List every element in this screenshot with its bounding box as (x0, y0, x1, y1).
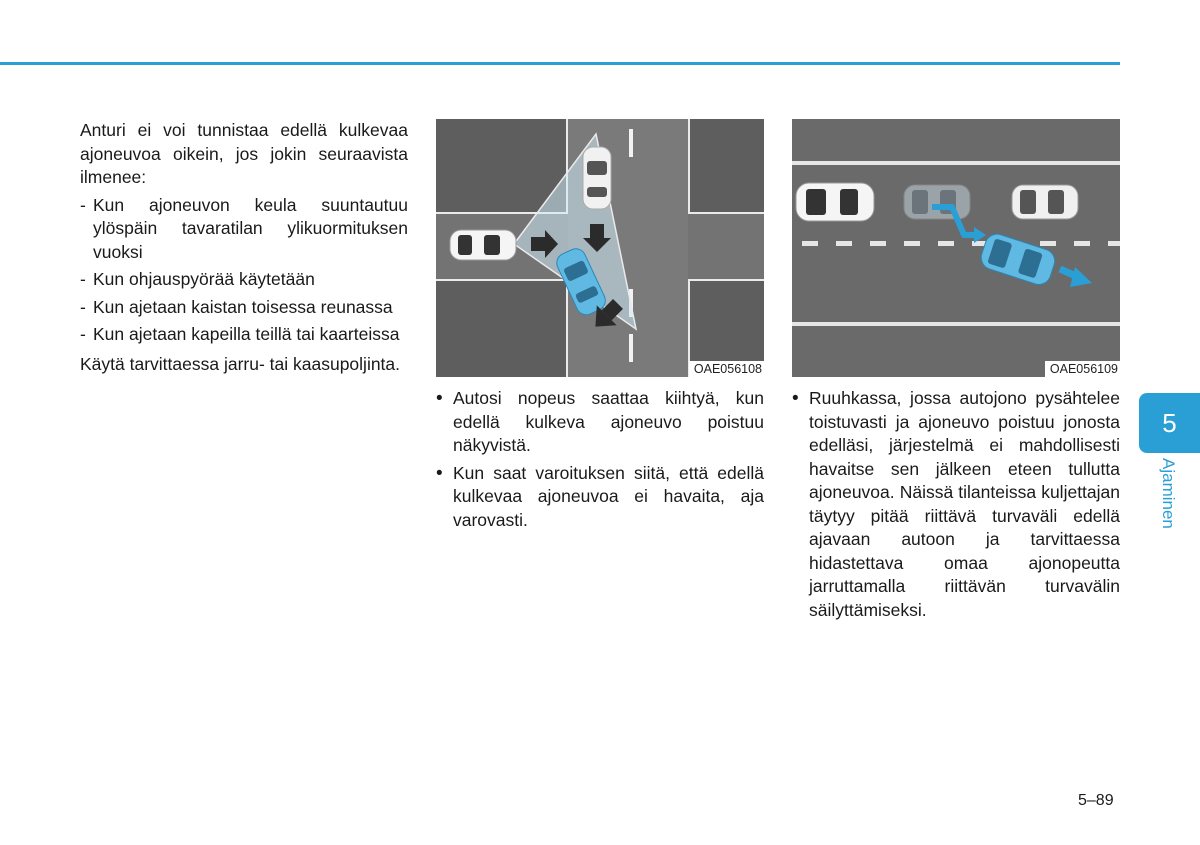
bullet-item: • Autosi nopeus saattaa kiihtyä, kun edellä kulkeva ajoneuvo poistuu näkyvistä. (436, 387, 764, 458)
traffic-jam-illustration (792, 119, 1120, 377)
text-column-1 (80, 119, 408, 376)
bullet-item: • Kun saat varoituksen siitä, että edellä kulkevaa ajoneuvoa ei havaita, aja varovasti. (436, 462, 764, 533)
condition-item: - Kun ajoneuvon keula suuntautuu ylöspäin tavaratilan ylikuormituksen vuoksi (80, 194, 408, 265)
bullet-list (792, 387, 1120, 622)
text-column-2 (436, 119, 764, 536)
chapter-number-tab: 5 (1139, 393, 1200, 453)
bullet-list (436, 387, 764, 532)
figure-intersection (436, 119, 764, 377)
advice-paragraph: Käytä tarvittaessa jarru- tai kaasupoljinta. (80, 353, 401, 374)
condition-item: - Kun ajetaan kaistan toisessa reunassa (80, 296, 408, 320)
page-number: 5–89 (1078, 792, 1114, 809)
header-rule (0, 62, 1120, 65)
text-column-3 (792, 119, 1120, 626)
condition-list (80, 194, 408, 347)
figure-code: OAE056109 (1045, 361, 1120, 377)
figure-code: OAE056108 (689, 361, 764, 377)
bullet-item: • Ruuhkassa, jossa autojono pysähtelee toistuvasti ja ajoneuvo poistuu jonosta edelläsi, järjestelmä ei mahdollisesti havaitse sen jälkeen eteen tullutta ajoneuvoa. Näissä tilanteissa kuljettajan täytyy pitää riittävä turvaväli edellä ajavaan autoon ja tarvittaessa hidastettava omaa ajonopeutta jarruttamalla riittävän turvavälin säilyttämiseksi. (792, 387, 1120, 622)
figure-traffic-jam (792, 119, 1120, 377)
car-front-stopped (1012, 185, 1078, 219)
car-ghost (904, 185, 970, 219)
intersection-illustration (436, 119, 764, 377)
car-own (796, 183, 874, 221)
chapter-title: Ajaminen (1159, 458, 1178, 529)
car-front-stopped (583, 147, 611, 209)
condition-item: - Kun ohjauspyörää käytetään (80, 268, 408, 292)
condition-item: - Kun ajetaan kapeilla teillä tai kaarteissa (80, 323, 408, 347)
car-own (450, 230, 516, 260)
intro-paragraph: Anturi ei voi tunnistaa edellä kulkevaa ajoneuvoa oikein, jos jokin seuraavista ilmenee: (80, 120, 408, 187)
